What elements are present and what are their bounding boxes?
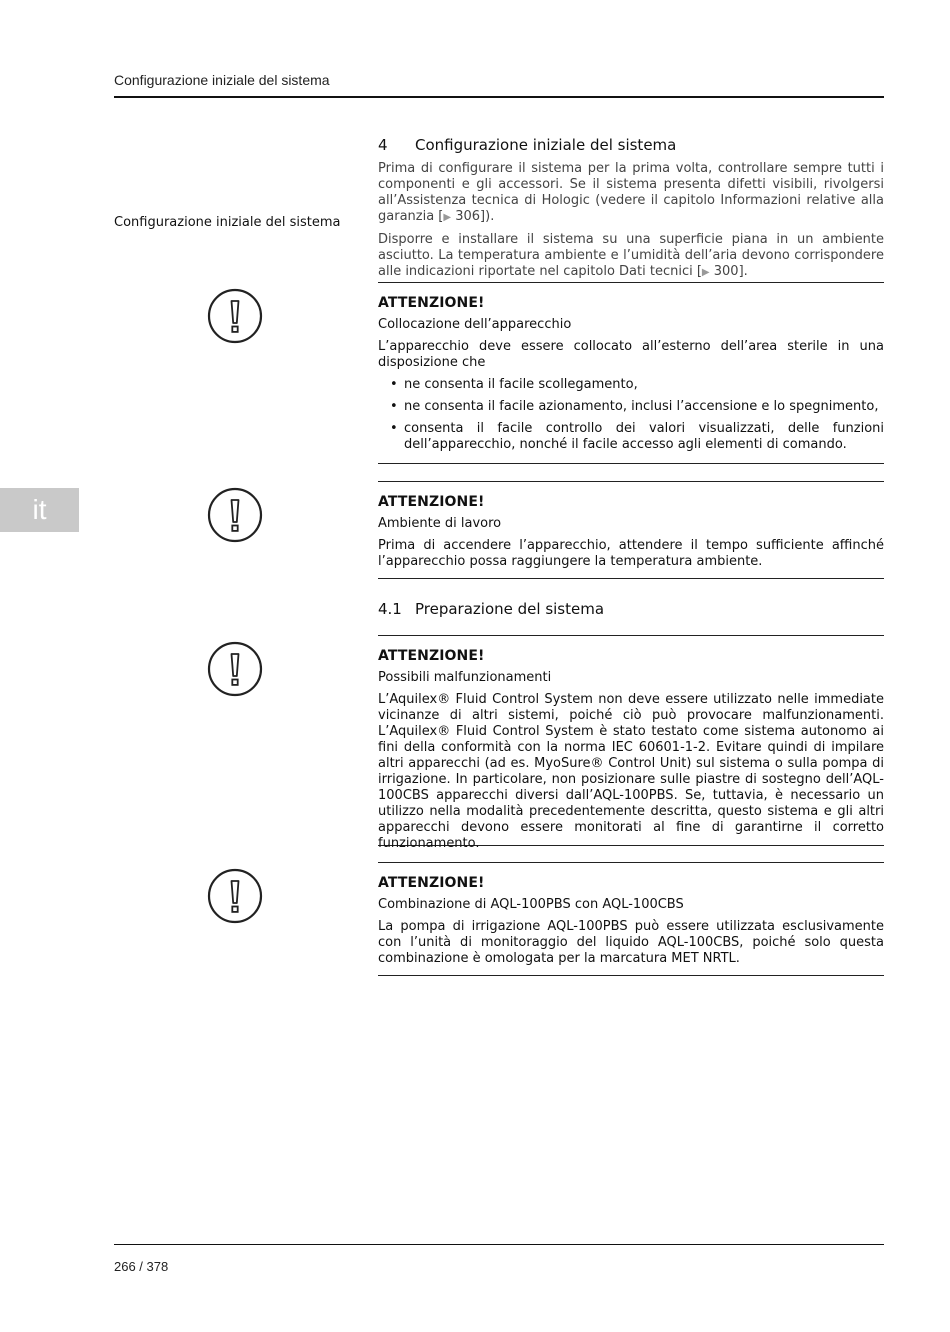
warning-title: ATTENZIONE! — [378, 494, 485, 510]
warning-text: L’apparecchio deve essere collocato all’esterno dell’area sterile in una disposizione che — [378, 339, 884, 370]
section-title: Configurazione iniziale del sistema — [415, 136, 677, 154]
reference-arrow-icon: ▶ — [443, 212, 452, 223]
intro-paragraph-2: Disporre e installare il sistema su una superficie piana in un ambiente asciutto. La temperatura ambiente e l’umidità dell’aria devono corrispondere alle indicazioni riportate nel capitolo Dati tecnici [▶ 300]. — [378, 232, 884, 279]
section-number: 4 — [378, 136, 388, 154]
exclamation-circle-icon — [207, 868, 263, 924]
warning-box — [378, 282, 884, 464]
header-rule — [114, 96, 884, 98]
warning-bullet-list — [378, 377, 884, 453]
exclamation-circle-icon — [207, 487, 263, 543]
warning-box — [378, 862, 884, 976]
section-intro — [378, 161, 884, 281]
section-heading — [378, 136, 884, 154]
warning-text: Prima di accendere l’apparecchio, attendere il tempo sufficiente affinché l’apparecchio possa raggiungere la temperatura ambiente. — [378, 538, 884, 569]
subsection-title: Preparazione del sistema — [415, 600, 605, 618]
warning-subtitle: Combinazione di AQL-100PBS con AQL-100CBS — [378, 897, 684, 912]
intro-paragraph-1: Prima di configurare il sistema per la prima volta, controllare sempre tutti i componenti e gli accessori. Se il sistema presenta difetti visibili, rivolgersi all’Assistenza tecnica di Hologic (vedere il capitolo Informazioni relative alla garanzia [▶ 306]). — [378, 161, 884, 224]
subsection-number: 4.1 — [378, 600, 402, 618]
warning-subtitle: Possibili malfunzionamenti — [378, 670, 552, 685]
list-item: • ne consenta il facile scollegamento, — [378, 377, 884, 393]
warning-box — [378, 481, 884, 579]
warning-subtitle: Collocazione dell’apparecchio — [378, 317, 572, 332]
warning-box — [378, 635, 884, 851]
running-header: Configurazione iniziale del sistema — [114, 72, 330, 88]
subsection-heading — [378, 600, 884, 618]
warning-title: ATTENZIONE! — [378, 875, 485, 891]
footer-rule — [114, 1244, 884, 1245]
warning-title: ATTENZIONE! — [378, 295, 485, 311]
exclamation-circle-icon — [207, 641, 263, 697]
warning-subtitle: Ambiente di lavoro — [378, 516, 502, 531]
list-item: • consenta il facile controllo dei valori visualizzati, delle funzioni dell’apparecchio, nonché il facile accesso agli elementi di comando. — [378, 421, 884, 453]
language-tab: it — [0, 488, 79, 532]
warning-text: L’Aquilex® Fluid Control System non deve essere utilizzato nelle immediate vicinanze di altri sistemi, poiché ciò può provocare malfunzionamenti. L’Aquilex® Fluid Control System è stato testato come sistema autonomo ai fini della conformità con la norma IEC 60601-1-2. Evitare quindi di impilare altri apparecchi (ad es. MyoSure® Control Unit) sul sistema o sulla pompa di irrigazione. In particolare, non posizionare sulle piastre di sostegno dell’AQL-100CBS apparecchi diversi dall’AQL-100PBS. Se, tuttavia, è necessario un utilizzo nella modalità precedentemente descritta, questo sistema e gli altri apparecchi devono essere monitorati al fine di garantirne il corretto funzionamento. — [378, 692, 884, 851]
warning-text: La pompa di irrigazione AQL-100PBS può essere utilizzata esclusivamente con l’unità di monitoraggio del liquido AQL-100CBS, poiché solo questa combinazione è omologata per la marcatura MET NRTL. — [378, 919, 884, 966]
page-number: 266 / 378 — [114, 1259, 169, 1274]
page-reference[interactable]: 300 — [713, 264, 739, 279]
list-item: • ne consenta il facile azionamento, inclusi l’accensione e lo spegnimento, — [378, 399, 884, 415]
margin-note: Configurazione iniziale del sistema — [114, 215, 341, 230]
exclamation-circle-icon — [207, 288, 263, 344]
page-reference[interactable]: 306 — [455, 209, 481, 224]
warning-title: ATTENZIONE! — [378, 648, 485, 664]
reference-arrow-icon: ▶ — [701, 267, 710, 278]
